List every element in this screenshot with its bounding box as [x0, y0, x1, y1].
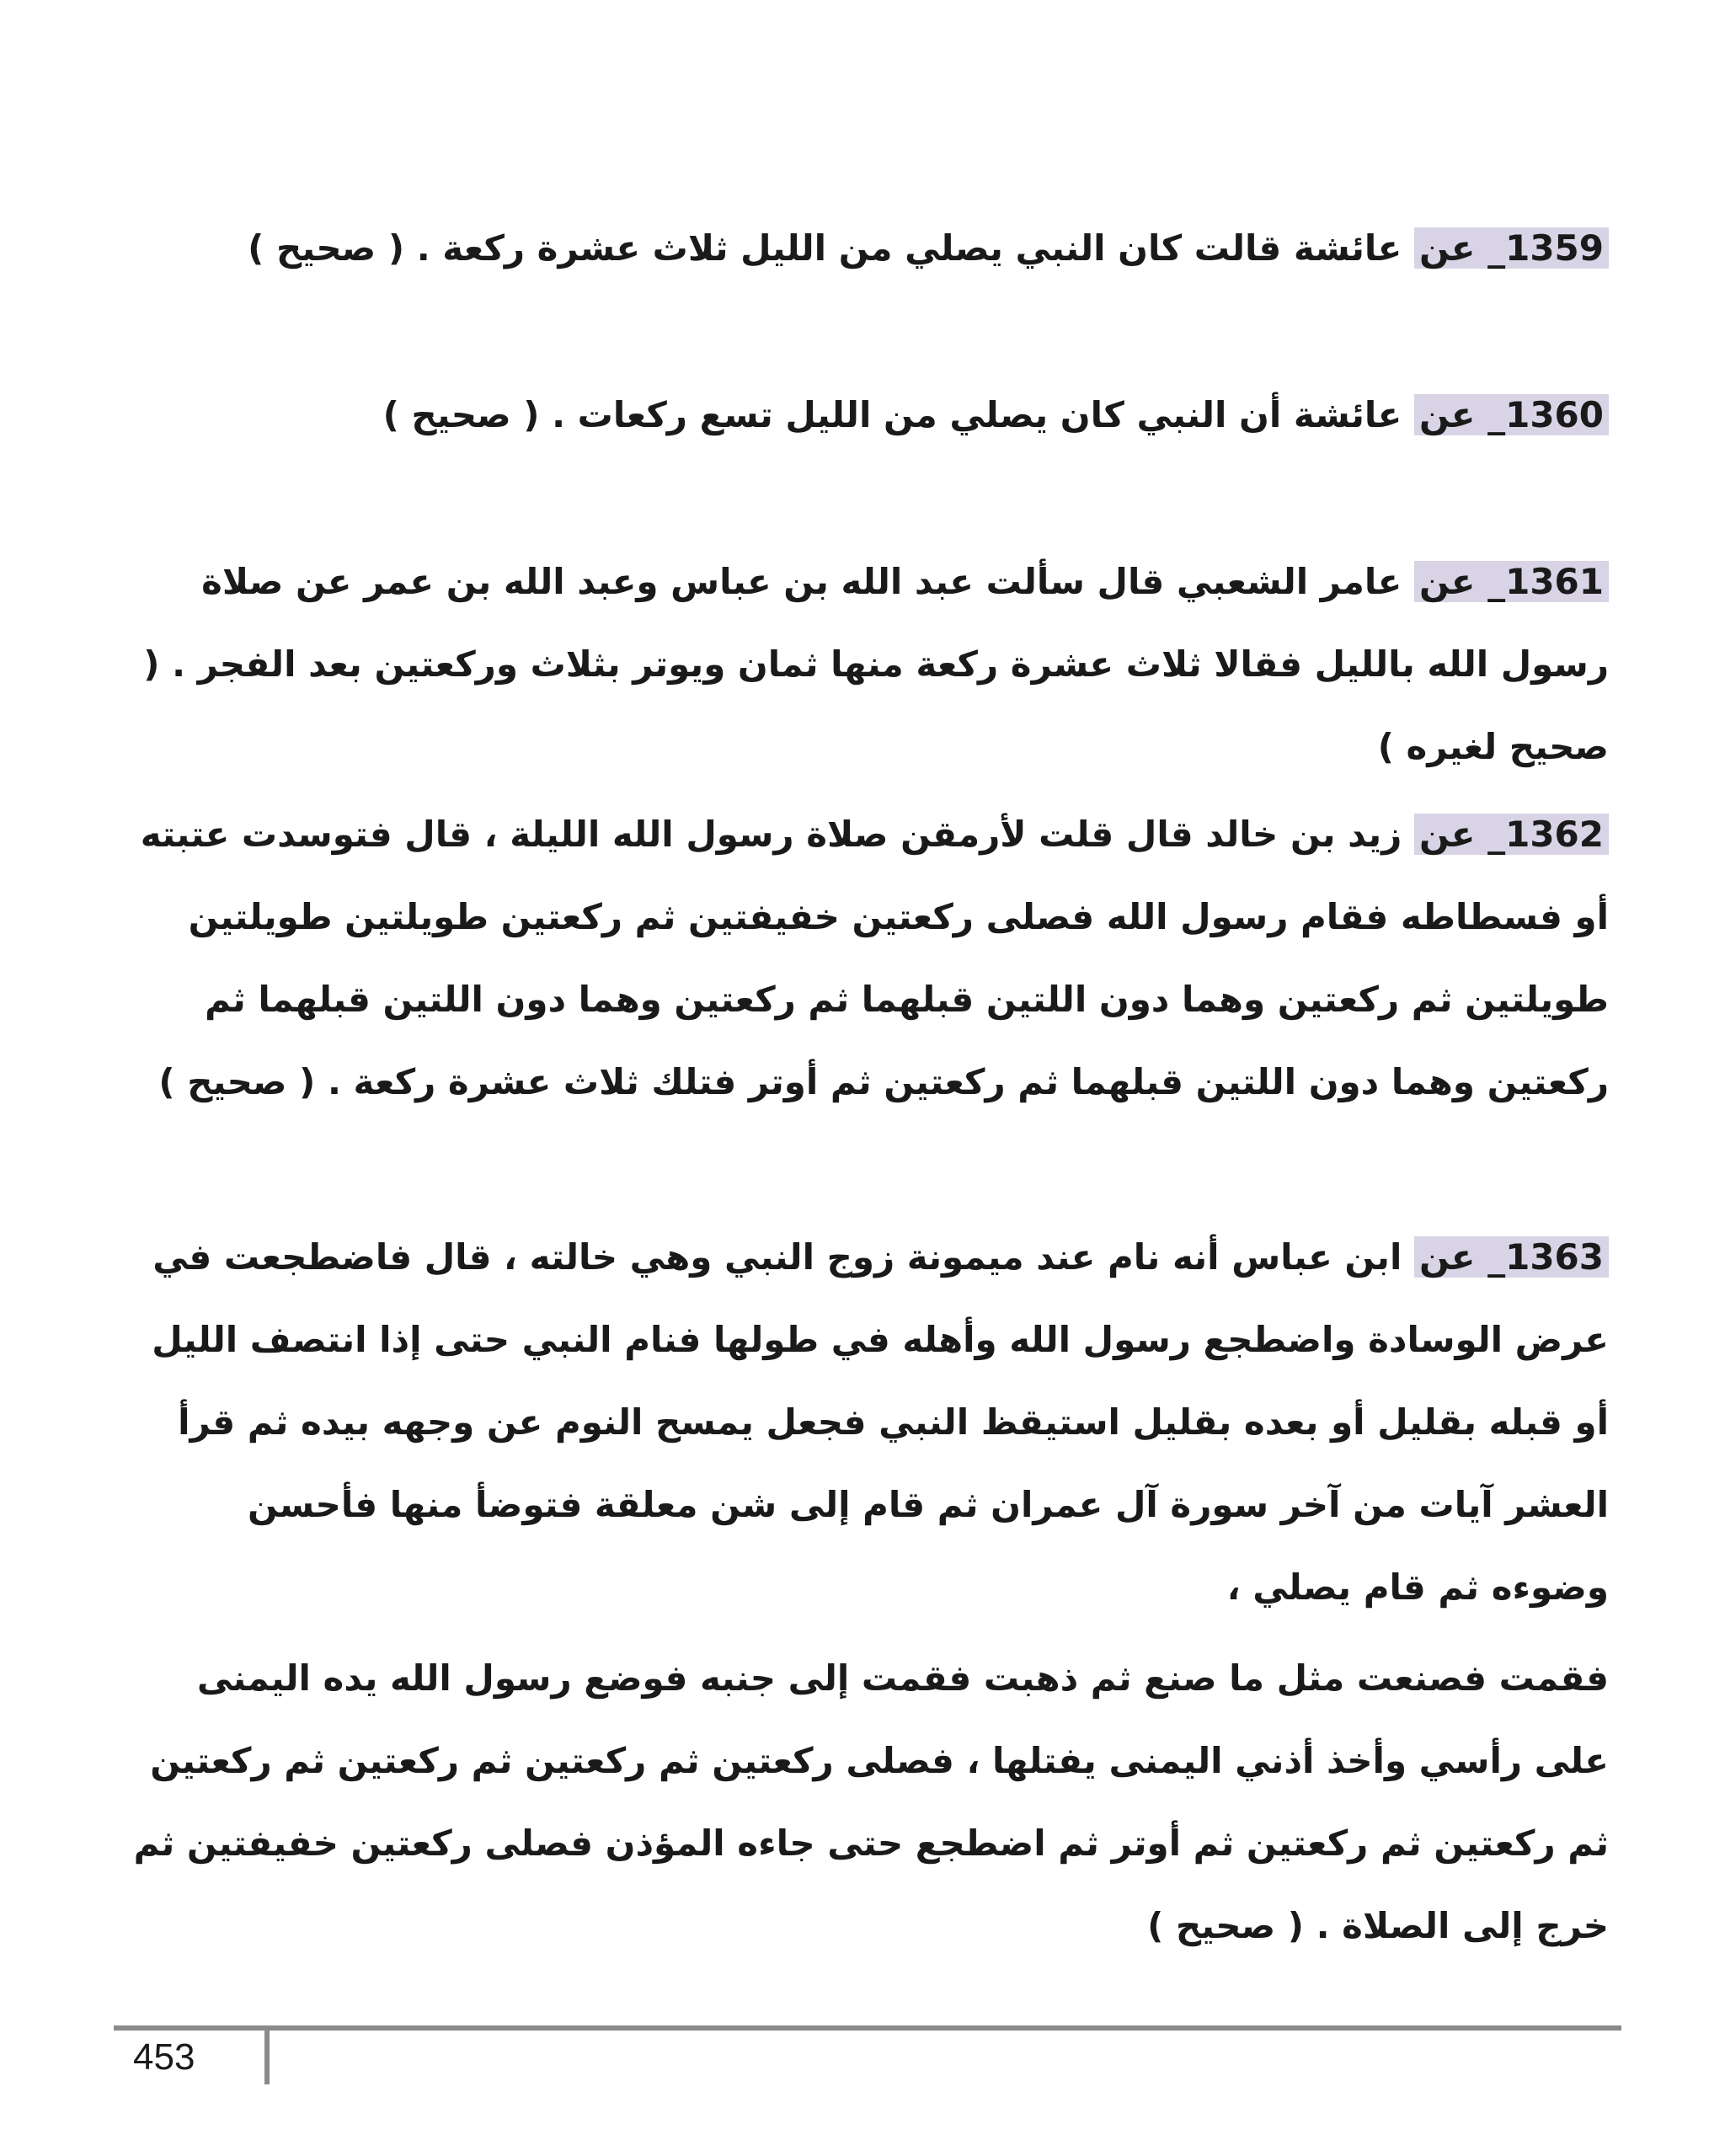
hadith-1361-marker — [1414, 561, 1609, 602]
hadith-1362 — [126, 793, 1609, 1123]
hadith-number: 1361_ — [1487, 561, 1604, 602]
footer-divider-tick — [264, 2028, 270, 2084]
hadith-1363 — [126, 1216, 1609, 1629]
hadith-an: عن — [1418, 561, 1476, 602]
hadith-text: عائشة أن النبي كان يصلي من الليل تسع ركعات . ( صحيح ) — [382, 394, 1414, 435]
hadith-1363-continuation: فقمت فصنعت مثل ما صنع ثم ذهبت فقمت إلى جنبه فوضع رسول الله يده اليمنى على رأسي وأخذ أذني اليمنى يفتلها ، فصلى ركعتين ثم ركعتين ثم ركعتين ثم ركعتين ثم ركعتين ثم ركعتين ثم أوتر ثم اضطجع حتى جاءه المؤذن فصلى ركعتين خفيفتين ثم خرج إلى الصلاة . ( صحيح ) — [133, 1657, 1609, 1946]
hadith-number: 1359_ — [1487, 227, 1604, 269]
hadith-an: عن — [1418, 814, 1476, 855]
hadith-number: 1362_ — [1487, 814, 1604, 855]
footer-rule — [114, 2025, 1621, 2031]
hadith-text: زيد بن خالد قال قلت لأرمقن صلاة رسول الله الليلة ، قال فتوسدت عتبته أو فسطاطه فقام رسول الله فصلى ركعتين خفيفتين ثم ركعتين طويلتين طويلتين طويلتين ثم ركعتين وهما دون اللتين قبلهما ثم ركعتين وهما دون اللتين قبلهما ثم ركعتين وهما دون اللتين قبلهما ثم ركعتين ثم أوتر فتلك ثلاث عشرة ركعة . ( صحيح ) — [140, 814, 1609, 1102]
hadith-1362-marker — [1414, 814, 1609, 855]
hadith-number: 1360_ — [1487, 394, 1604, 435]
page-number: 453 — [133, 2036, 195, 2078]
hadith-an: عن — [1418, 227, 1476, 269]
hadith-1359-marker — [1414, 227, 1609, 269]
hadith-text: عائشة قالت كان النبي يصلي من الليل ثلاث عشرة ركعة . ( صحيح ) — [248, 227, 1414, 269]
hadith-1363-marker — [1414, 1236, 1609, 1278]
hadith-1360 — [126, 374, 1609, 456]
hadith-text: ابن عباس أنه نام عند ميمونة زوج النبي وهي خالته ، قال فاضطجعت في عرض الوسادة واضطجع رسول الله وأهله في طولها فنام النبي حتى إذا انتصف الليل أو قبله بقليل أو بعده بقليل استيقظ النبي فجعل يمسح النوم عن وجهه بيده ثم قرأ العشر آيات من آخر سورة آل عمران ثم قام إلى شن معلقة فتوضأ منها فأحسن وضوءه ثم قام يصلي ، — [152, 1236, 1609, 1608]
hadith-1360-marker — [1414, 394, 1609, 435]
hadith-an: عن — [1418, 1236, 1476, 1278]
hadith-1359 — [126, 207, 1609, 290]
hadith-text: عامر الشعبي قال سألت عبد الله بن عباس وعبد الله بن عمر عن صلاة رسول الله بالليل فقالا ثلاث عشرة ركعة منها ثمان ويوتر بثلاث وركعتين بعد الفجر . ( صحيح لغيره ) — [143, 561, 1609, 767]
hadith-an: عن — [1418, 394, 1476, 435]
hadith-1361 — [126, 541, 1609, 788]
hadith-number: 1363_ — [1487, 1236, 1604, 1278]
